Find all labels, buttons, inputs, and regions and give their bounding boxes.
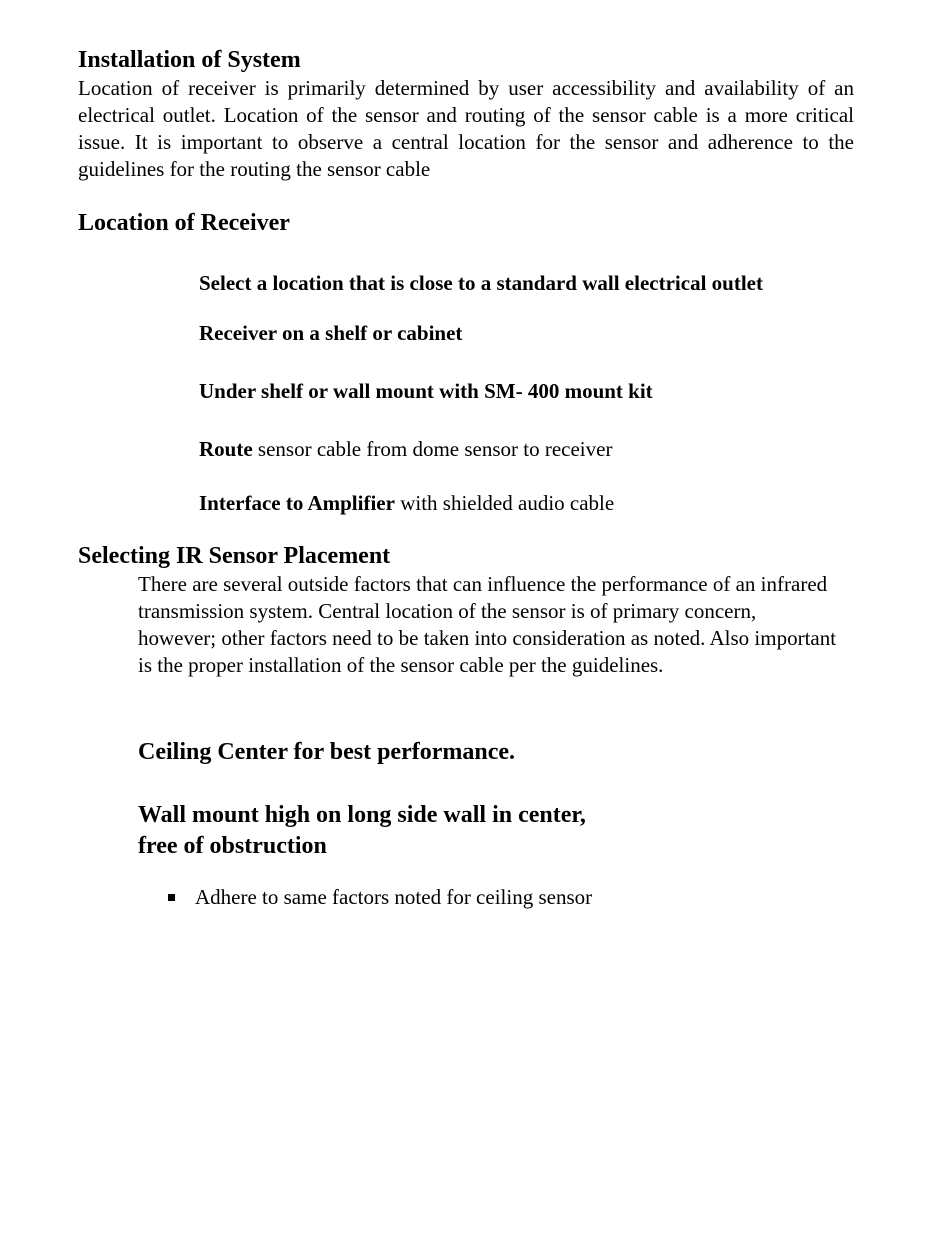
receiver-heading: Location of Receiver — [78, 210, 290, 236]
wall-mount-line-2: free of obstruction — [138, 833, 327, 859]
installation-paragraph: Location of receiver is primarily determined by user accessibility and availability of an electrical outlet. Location of the sensor and routing of the sensor cable is a more critical issue. It is important to observe a central location for the sensor and adherence to the guidelines for the routing the sensor cable — [78, 76, 854, 181]
amplifier-bold-label: Interface to Amplifier — [199, 491, 395, 515]
ir-sensor-heading: Selecting IR Sensor Placement — [78, 543, 391, 569]
receiver-item-amplifier — [199, 490, 614, 516]
receiver-item-shelf: Receiver on a shelf or cabinet — [199, 321, 463, 345]
wall-mount-line-1: Wall mount high on long side wall in center, — [138, 802, 586, 828]
ceiling-center-subheading: Ceiling Center for best performance. — [138, 739, 516, 765]
wall-mount-subheading — [138, 800, 698, 862]
amplifier-text: with shielded audio cable — [394, 491, 615, 515]
route-text: sensor cable from dome sensor to receiver — [252, 437, 613, 461]
square-bullet-icon — [168, 894, 175, 901]
bullet-text: Adhere to same factors noted for ceiling sensor — [195, 885, 593, 909]
receiver-item-route — [199, 436, 612, 462]
bullet-item — [168, 884, 592, 911]
receiver-item-mount-kit: Under shelf or wall mount with SM- 400 mount kit — [199, 379, 653, 403]
installation-heading: Installation of System — [78, 47, 301, 73]
ir-sensor-paragraph: There are several outside factors that can influence the performance of an infrared transmission system. Central location of the sensor is of primary concern, however; other factors need to be taken into consideration as noted. Also important is the proper installation of the sensor cable per the guidelines. — [138, 572, 837, 677]
route-bold-label: Route — [199, 437, 253, 461]
receiver-item-outlet: Select a location that is close to a standard wall electrical outlet — [199, 271, 763, 295]
